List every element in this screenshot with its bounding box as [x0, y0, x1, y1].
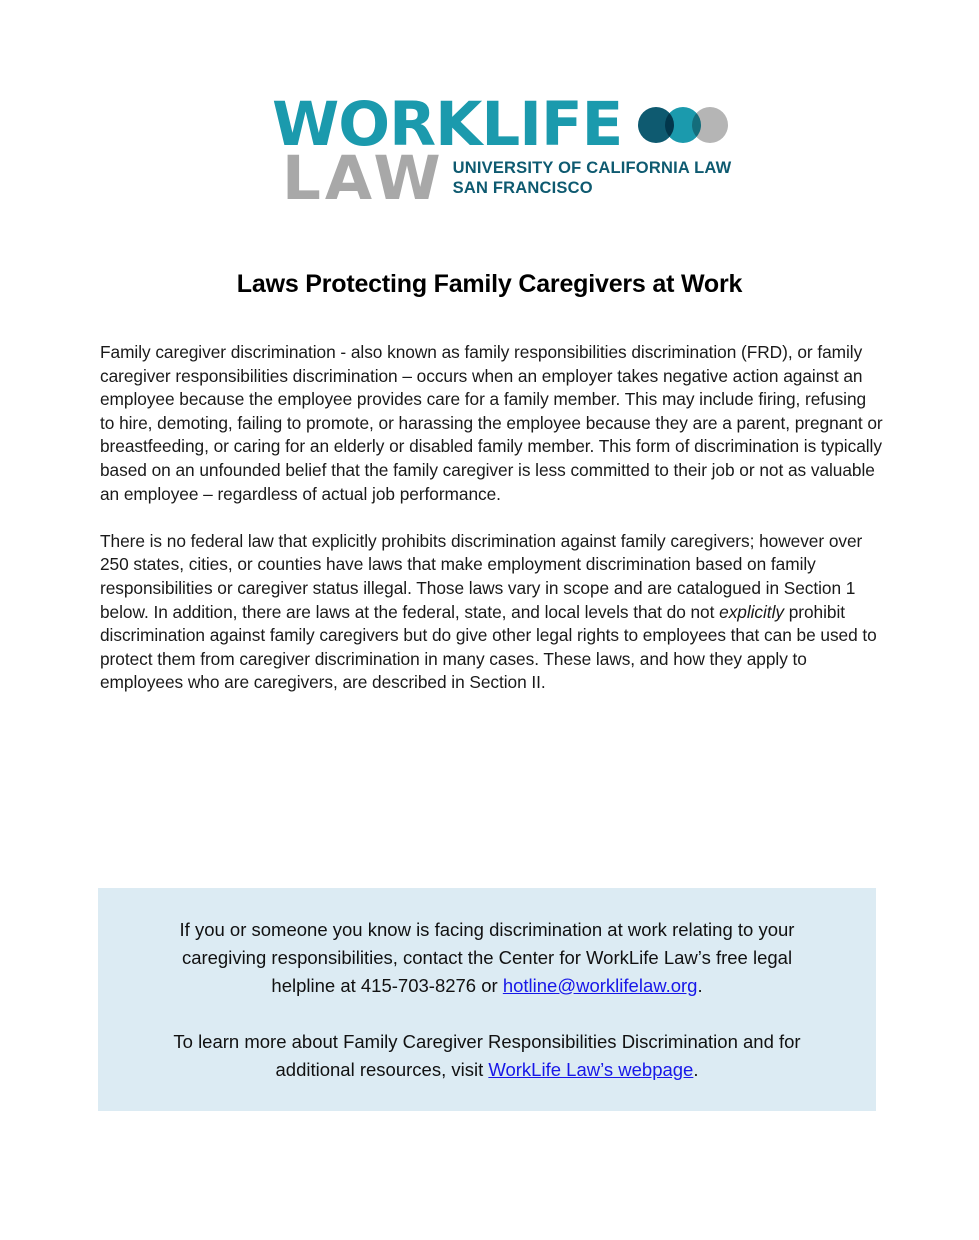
helpline-paragraph — [153, 916, 821, 1000]
intro-paragraph: Family caregiver discrimination - also known as family responsibilities discrimination (FRD), or family caregiver responsibilities discrimination – occurs when an employer takes negative action against an employee because the employee provides care for a family member. This may include firing, refusing to hire, demoting, failing to promote, or harassing the employee because they are a parent, pregnant or breastfeeding, or caring for an elderly or disabled family member. This form of discrimination is typically based on an unfounded belief that the family caregiver is less committed to their job or not as valuable an employee – regardless of actual job performance. — [100, 342, 883, 504]
text-segment: explicitly — [719, 601, 784, 622]
worklife-law-logo — [272, 89, 732, 214]
page-title: Laws Protecting Family Caregivers at Work — [236, 270, 743, 298]
gray-circle-icon — [692, 107, 728, 143]
logo-circles-icon — [638, 107, 728, 143]
text-segment: prohibit discrimination against family caregivers but do give other legal rights to employees that can be used to protect them from caregiver discrimination in many cases. These laws, and how they apply to employees who are caregivers, are described in Section II. — [100, 601, 877, 693]
logo-affiliation — [453, 158, 732, 209]
affiliation-line2: SAN FRANCISCO — [452, 178, 593, 197]
logo-bottom-row — [272, 143, 732, 214]
logo-wordmark-worklife: WORKLIFE — [272, 89, 623, 160]
text-segment: There is no federal law that explicitly prohibits discrimination against family caregivers; however over 250 states, cities, or counties have laws that make employment discrimination based on family responsibilities or caregiver status illegal. Those laws vary in scope and are catalogued in Section 1 below. In addition, there are laws at the federal, state, and local levels that do not — [100, 530, 863, 622]
affiliation-line1: UNIVERSITY OF CALIFORNIA LAW — [452, 158, 732, 177]
text-segment: To learn more about Family Caregiver Responsibilities Discrimination and for additional resources, visit — [173, 1030, 801, 1080]
hotline-email-link[interactable]: hotline@worklifelaw.org — [502, 974, 698, 996]
worklife-webpage-link[interactable]: WorkLife Law’s webpage — [488, 1058, 694, 1080]
logo-wordmark-law: LAW — [282, 143, 445, 214]
laws-overview-paragraph — [100, 530, 883, 695]
body-text — [100, 341, 883, 695]
helpline-callout-box — [98, 888, 876, 1111]
text-segment: . — [693, 1058, 699, 1080]
text-segment: . — [697, 974, 703, 996]
resources-paragraph — [153, 1028, 821, 1084]
text-segment: If you or someone you know is facing discrimination at work relating to your caregiving responsibilities, contact the Center for WorkLife Law’s free legal helpline at 415-703-8276 or — [179, 918, 795, 996]
